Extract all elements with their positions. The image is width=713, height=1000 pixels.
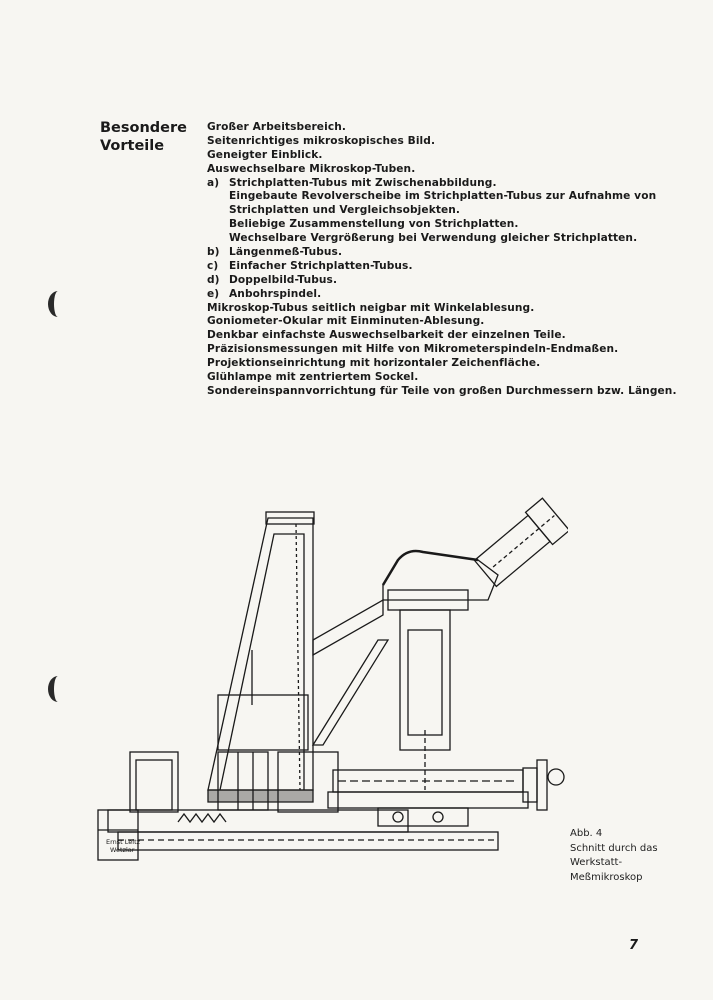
advantage-text: Strichplatten und Vergleichsobjekten. <box>229 204 461 217</box>
advantage-text: Großer Arbeitsbereich. <box>207 121 346 133</box>
caption-line-2: Schnitt durch das <box>570 842 658 854</box>
figure-caption <box>570 827 658 885</box>
advantage-item <box>207 288 677 302</box>
advantage-item <box>207 357 677 371</box>
advantage-text: Eingebaute Revolverscheibe im Strichplatten-Tubus zur Aufnahme von <box>229 190 657 203</box>
advantage-text: Mikroskop-Tubus seitlich neigbar mit Winkelablesung. <box>207 301 535 314</box>
advantage-text: Strichplatten-Tubus mit Zwischenabbildung. <box>229 176 497 189</box>
advantage-marker: a) <box>207 176 220 189</box>
advantage-text: Goniometer-Okular mit Einminuten-Ablesung. <box>207 315 485 328</box>
advantage-item <box>207 190 677 204</box>
advantage-text: Seitenrichtiges mikroskopisches Bild. <box>207 134 436 147</box>
advantage-item <box>207 385 677 399</box>
advantage-marker: b) <box>207 246 220 259</box>
advantage-text: Auswechselbare Mikroskop-Tuben. <box>207 162 416 175</box>
advantage-text: Einfacher Strichplatten-Tubus. <box>229 259 413 272</box>
base-foot <box>118 832 498 850</box>
advantage-item <box>207 121 677 135</box>
advantage-marker: d) <box>207 273 220 286</box>
heading-line-2: Vorteile <box>100 138 165 154</box>
punch-hole-upper <box>48 291 68 317</box>
advantage-item <box>207 163 677 177</box>
caption-line-1: Abb. 4 <box>570 828 603 839</box>
caption-line-3: Werkstatt- <box>570 857 623 868</box>
advantage-marker: e) <box>207 287 220 300</box>
advantage-text: Denkbar einfachste Auswechselbarkeit der einzelnen Teile. <box>207 329 566 342</box>
advantage-item <box>207 274 677 288</box>
maker-label-line-1: Ernst Leitz <box>106 838 141 846</box>
advantage-text: Doppelbild-Tubus. <box>229 273 338 286</box>
advantage-text: Präzisionsmessungen mit Hilfe von Mikrometerspindeln-Endmaßen. <box>207 343 619 356</box>
section-heading <box>100 119 187 155</box>
advantage-item <box>207 315 677 329</box>
advantage-text: Beliebige Zusammenstellung von Strichplatten. <box>229 218 519 231</box>
advantage-text: Sondereinspannvorrichtung für Teile von großen Durchmessern bzw. Längen. <box>207 384 677 397</box>
advantage-text: Anbohrspindel. <box>229 287 322 300</box>
advantage-item <box>207 302 677 316</box>
advantage-item <box>207 329 677 343</box>
advantage-text: Projektionseinrichtung mit horizontaler Zeichenfläche. <box>207 357 541 370</box>
advantage-item <box>207 177 677 191</box>
page-number: 7 <box>629 938 639 953</box>
maker-label-line-2: Wetzlar <box>110 846 135 854</box>
advantage-item <box>207 343 677 357</box>
advantage-item <box>207 246 677 260</box>
advantage-item <box>207 149 677 163</box>
punch-hole-lower <box>48 676 68 702</box>
advantage-item <box>207 260 677 274</box>
advantages-list <box>207 121 677 399</box>
caption-line-4: Meßmikroskop <box>570 871 643 883</box>
advantage-text: Geneigter Einblick. <box>207 148 323 161</box>
advantage-item <box>207 371 677 385</box>
heading-line-1: Besondere <box>100 120 187 136</box>
advantage-item <box>207 135 677 149</box>
microscope-section-drawing <box>78 490 568 885</box>
advantage-text: Glühlampe mit zentriertem Sockel. <box>207 371 419 384</box>
base-bed <box>108 810 408 832</box>
advantage-marker: c) <box>207 259 219 272</box>
advantage-item <box>207 232 677 246</box>
advantage-item <box>207 204 677 218</box>
advantage-item <box>207 218 677 232</box>
advantage-text: Längenmeß-Tubus. <box>229 246 343 259</box>
advantage-text: Wechselbare Vergrößerung bei Verwendung gleicher Strichplatten. <box>229 232 638 245</box>
